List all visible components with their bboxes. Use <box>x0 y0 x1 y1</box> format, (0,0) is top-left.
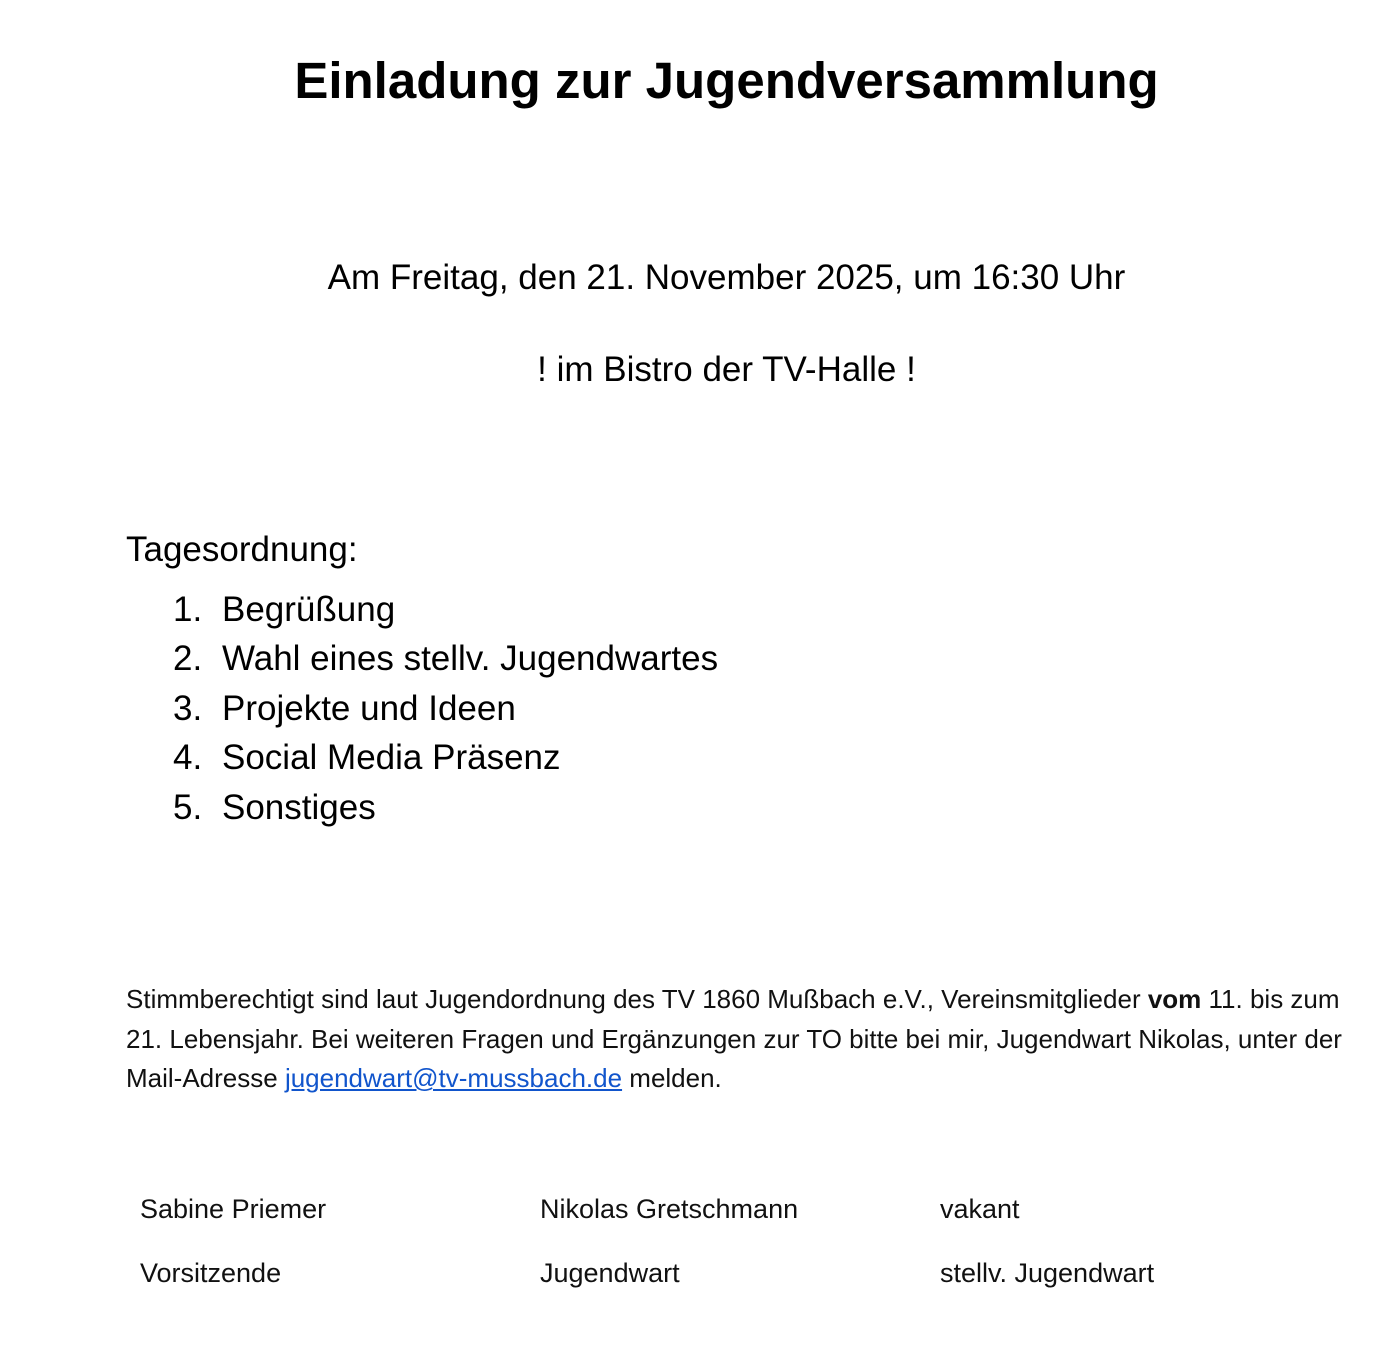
agenda-item-number: 1. <box>173 590 203 629</box>
signature-name-chair: Sabine Priemer <box>140 1194 327 1224</box>
agenda-heading: Tagesordnung: <box>126 530 358 569</box>
email-link[interactable]: jugendwart@tv-mussbach.de <box>284 1063 623 1093</box>
agenda-item-number: 3. <box>173 688 203 728</box>
agenda-item-number: 4. <box>173 738 203 778</box>
notice-bold-text: vom <box>1147 984 1202 1014</box>
notice-text: Stimmberechtigt sind laut Jugendordnung des TV 1860 Mußbach e.V., Vereinsmitglieder <box>126 984 1148 1014</box>
signature-name-deputy: vakant <box>940 1194 1020 1224</box>
signature-name-youth-warden: Nikolas Gretschmann <box>540 1194 799 1224</box>
agenda-item-text: Projekte und Ideen <box>222 688 516 728</box>
agenda-item-text: Wahl eines stellv. Jugendwartes <box>222 639 719 679</box>
location-line: ! im Bistro der TV-Halle ! <box>537 350 916 389</box>
agenda-item-number: 5. <box>173 787 203 827</box>
signature-role-deputy: stellv. Jugendwart <box>940 1258 1155 1288</box>
agenda-item-text: Social Media Präsenz <box>222 738 561 778</box>
agenda-item-text: Sonstiges <box>222 787 376 827</box>
voting-eligibility-notice <box>126 980 1356 1099</box>
signature-role-chair: Vorsitzende <box>140 1258 282 1288</box>
agenda-item-number: 2. <box>173 639 203 679</box>
agenda-item-text: Begrüßung <box>222 590 396 629</box>
document-title: Einladung zur Jugendversammlung <box>294 52 1159 109</box>
notice-text: melden. <box>622 1063 722 1093</box>
date-time-line: Am Freitag, den 21. November 2025, um 16:30 Uhr <box>327 258 1126 297</box>
signature-role-youth-warden: Jugendwart <box>540 1258 680 1288</box>
notice-text: 11. bis zum 21. Lebensjahr. Bei weiteren Fragen und Ergänzungen zur TO bitte bei mir, Jugendwart Nikolas, unter der Mail-Adresse <box>126 984 1342 1093</box>
